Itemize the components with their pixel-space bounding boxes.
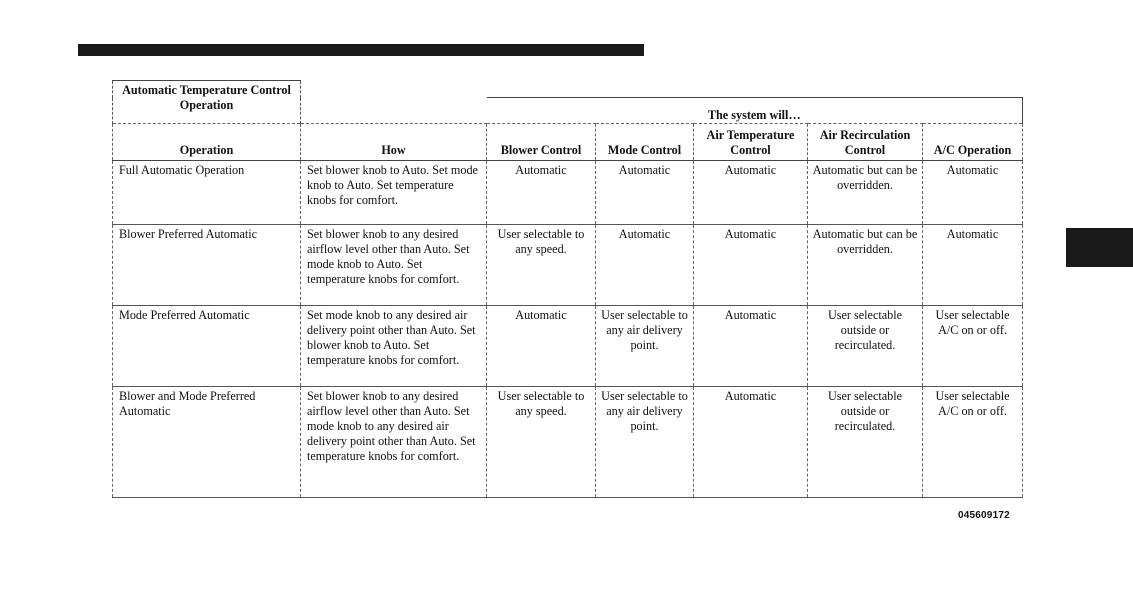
cell-air-recirculation-control: User selectable outside or recirculated. [808, 306, 923, 387]
section-thumb-tab [1066, 228, 1133, 267]
cell-air-recirculation-control: Automatic but can be overridden. [808, 225, 923, 306]
cell-ac-operation: User selectable A/C on or off. [923, 387, 1023, 498]
cell-how: Set mode knob to any desired air delivery point other than Auto. Set blower knob to Auto. Set temperature knobs for comfort. [301, 306, 487, 387]
header-air-temperature-control: Air Temperature Control [694, 124, 808, 161]
cell-blower-control: User selectable to any speed. [487, 225, 596, 306]
cell-mode-control: User selectable to any air delivery point. [596, 306, 694, 387]
cell-ac-operation: Automatic [923, 225, 1023, 306]
table-row [113, 306, 1023, 387]
header-mode-control: Mode Control [596, 124, 694, 161]
cell-how: Set blower knob to any desired airflow level other than Auto. Set mode knob to any desired air delivery point other than Auto. Set temperature knobs for comfort. [301, 387, 487, 498]
cell-how: Set blower knob to any desired airflow level other than Auto. Set mode knob to Auto. Set temperature knobs for comfort. [301, 225, 487, 306]
cell-air-temperature-control: Automatic [694, 161, 808, 225]
cell-blower-control: Automatic [487, 306, 596, 387]
cell-ac-operation: User selectable A/C on or off. [923, 306, 1023, 387]
system-will-header: The system will… [487, 98, 1023, 124]
cell-operation: Blower and Mode Preferred Automatic [113, 387, 301, 498]
table-title: Automatic Temperature Control Operation [113, 81, 301, 124]
header-ac-operation: A/C Operation [923, 124, 1023, 161]
header-blower-control: Blower Control [487, 124, 596, 161]
cell-operation: Mode Preferred Automatic [113, 306, 301, 387]
header-operation: Operation [113, 124, 301, 161]
cell-ac-operation: Automatic [923, 161, 1023, 225]
cell-operation: Blower Preferred Automatic [113, 225, 301, 306]
table-row [113, 387, 1023, 498]
cell-air-temperature-control: Automatic [694, 306, 808, 387]
cell-how: Set blower knob to Auto. Set mode knob to Auto. Set temperature knobs for comfort. [301, 161, 487, 225]
atc-operation-table [112, 80, 1023, 498]
cell-air-recirculation-control: User selectable outside or recirculated. [808, 387, 923, 498]
cell-air-temperature-control: Automatic [694, 387, 808, 498]
cell-air-temperature-control: Automatic [694, 225, 808, 306]
cell-blower-control: Automatic [487, 161, 596, 225]
header-air-recirculation-control: Air Recirculation Control [808, 124, 923, 161]
top-header-bar [78, 44, 644, 56]
cell-mode-control: User selectable to any air delivery point. [596, 387, 694, 498]
table-row [113, 161, 1023, 225]
figure-code: 045609172 [958, 510, 1010, 521]
title-row [113, 81, 1023, 98]
cell-blower-control: User selectable to any speed. [487, 387, 596, 498]
cell-air-recirculation-control: Automatic but can be overridden. [808, 161, 923, 225]
cell-mode-control: Automatic [596, 225, 694, 306]
column-header-row [113, 124, 1023, 161]
header-how: How [301, 124, 487, 161]
table-row [113, 225, 1023, 306]
cell-operation: Full Automatic Operation [113, 161, 301, 225]
cell-mode-control: Automatic [596, 161, 694, 225]
